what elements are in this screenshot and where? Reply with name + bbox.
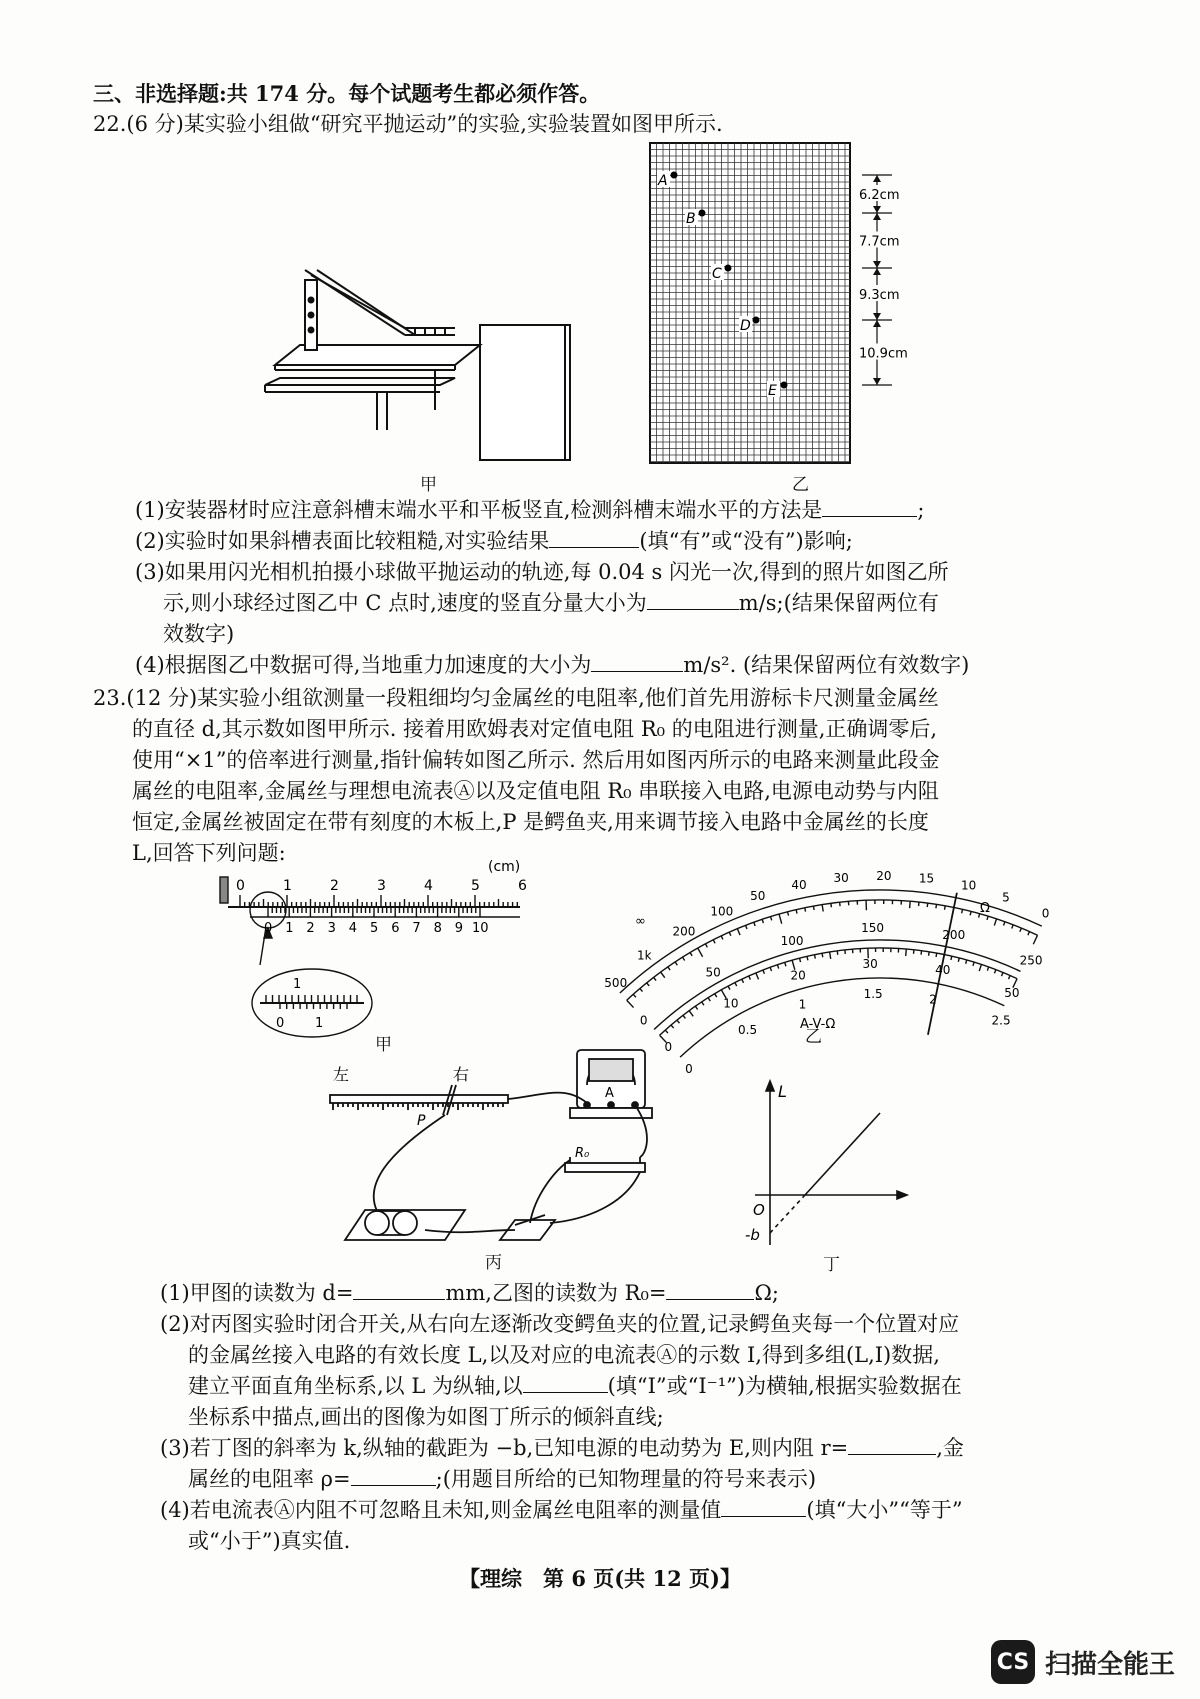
q23-line-graph-figure <box>745 1075 915 1255</box>
meter-ohm-tick: 10 <box>961 878 977 893</box>
caliper-vernier-tick: 2 <box>306 921 315 936</box>
circuit-left-label: 左 <box>333 1065 350 1084</box>
meter-ac-tick: 2.5 <box>991 1013 1011 1028</box>
q22-part4-blank[interactable] <box>591 651 683 672</box>
q23-part1-blank-d[interactable] <box>353 1279 445 1300</box>
caliper-vernier-tick: 0 <box>264 921 273 936</box>
q22-stem: 22.(6 分)某实验小组做“研究平抛运动”的实验,实验装置如图甲所示. <box>93 112 723 136</box>
q23-fig-jia-caption: 甲 <box>375 1035 392 1055</box>
caliper-vernier-tick: 5 <box>370 921 379 936</box>
meter-ohm-tick: 15 <box>918 871 935 886</box>
q22-part3-line3: 效数字) <box>163 622 235 646</box>
caliper-main-tick: 5 <box>471 878 480 894</box>
point-label: E <box>768 383 777 399</box>
q22-part2-end: (填“有”或“没有”)影响; <box>639 529 853 553</box>
meter-dc-a-tick: 0 <box>639 1013 648 1028</box>
page-footer: 【理综 第 6 页(共 12 页)】 <box>459 1566 741 1591</box>
caliper-vernier-tick: 10 <box>472 921 489 936</box>
meter-ac-tick: 1 <box>798 997 807 1012</box>
meter-dc-b-tick: 10 <box>723 996 739 1011</box>
q23-multimeter-figure <box>604 850 1050 1076</box>
q22-part3-line2 <box>163 588 939 619</box>
caliper-vernier-tick: 9 <box>454 921 464 936</box>
q22-grid-figure <box>650 143 910 463</box>
q23-stem-line3: 使用“×1”的倍率进行测量,指针偏转如图乙所示. 然后用如图丙所示的电路来测量此段金 <box>132 748 940 772</box>
interval-label: 7.7cm <box>859 234 900 250</box>
meter-ohm-tick: 100 <box>710 904 734 919</box>
meter-dc-a-tick: 250 <box>1019 953 1043 968</box>
meter-dc-a-tick: 100 <box>780 933 804 948</box>
q22-part3-text: 示,则小球经过图乙中 C 点时,速度的竖直分量大小为 <box>163 591 647 615</box>
q22-part4-end: m/s². (结果保留两位有效数字) <box>683 653 970 677</box>
q23-part4-blank[interactable] <box>721 1496 806 1517</box>
caliper-vernier-tick: 1 <box>285 921 294 936</box>
q23-part3-end: ,金 <box>936 1436 964 1460</box>
meter-dc-a-tick: 200 <box>942 927 966 942</box>
trajectory-point <box>753 317 760 324</box>
q23-part4-text: (4)若电流表Ⓐ内阻不可忽略且未知,则金属丝电阻率的测量值 <box>160 1498 722 1522</box>
q22-part3-blank[interactable] <box>647 589 739 610</box>
meter-ac-tick: 1.5 <box>863 987 883 1002</box>
caliper-vernier-tick: 3 <box>327 921 336 936</box>
q23-part2-blank[interactable] <box>523 1372 608 1393</box>
caliper-main-tick: 6 <box>518 878 527 894</box>
caliper-zoom-bottom: 1 <box>315 1016 324 1031</box>
q22-apparatus-figure <box>265 270 595 460</box>
q22-part3-end: m/s;(结果保留两位有 <box>738 591 939 615</box>
q23-part2-line1: (2)对丙图实验时闭合开关,从右向左逐渐改变鳄鱼夹的位置,记录鳄鱼夹每一个位置对应 <box>160 1312 960 1336</box>
q22-part4-text: (4)根据图乙中数据可得,当地重力加速度的大小为 <box>135 653 592 677</box>
meter-label: A-V-Ω <box>800 1017 836 1032</box>
graph-intercept-label: -b <box>745 1226 760 1244</box>
interval-label: 6.2cm <box>859 188 900 203</box>
point-label: A <box>658 173 668 189</box>
meter-dc-b-tick: 0 <box>664 1039 673 1054</box>
grid-lines <box>650 143 850 463</box>
caliper-main-tick: 1 <box>283 878 292 894</box>
caliper-vernier-tick: 6 <box>391 921 400 936</box>
q23-part4-line2: 或“小于”)真实值. <box>188 1529 351 1553</box>
meter-infinity-symbol: ∞ <box>635 914 646 929</box>
q23-stem-line1: 23.(12 分)某实验小组欲测量一段粗细均匀金属丝的电阻率,他们首先用游标卡尺测量金属丝 <box>93 686 939 710</box>
meter-ohm-tick: 40 <box>791 877 807 892</box>
trajectory-point <box>725 265 732 272</box>
q23-part3-text2: 属丝的电阻率 ρ= <box>188 1467 351 1491</box>
q22-part1 <box>135 495 925 526</box>
q23-part1-mid: mm,乙图的读数为 R₀= <box>445 1281 667 1305</box>
q23-fig-ding-caption: 丁 <box>823 1255 840 1275</box>
point-label: C <box>712 266 722 282</box>
q23-stem-line5: 恒定,金属丝被固定在带有刻度的木板上,P 是鳄鱼夹,用来调节接入电路中金属丝的长度 <box>132 810 929 834</box>
caliper-main-tick: 4 <box>424 878 433 894</box>
meter-ohm-tick: 20 <box>876 869 892 884</box>
q23-part4-end: (填“大小”“等于” <box>806 1498 963 1522</box>
caliper-zoom-top: 1 <box>293 977 302 992</box>
q22-part2-text: (2)实验时如果斜槽表面比较粗糙,对实验结果 <box>135 529 550 553</box>
circuit-resistor-label: R₀ <box>575 1146 590 1161</box>
meter-ohm-tick: 0 <box>1041 906 1050 921</box>
section-heading: 三、非选择题:共 174 分。每个试题考生都必须作答。 <box>93 81 601 106</box>
meter-dc-b-tick: 40 <box>935 963 951 978</box>
q22-part1-text: (1)安装器材时应注意斜槽末端水平和平板竖直,检测斜槽末端水平的方法是 <box>135 498 823 522</box>
trajectory-point <box>699 210 706 217</box>
caliper-vernier-tick: 7 <box>412 921 421 936</box>
interval-label: 10.9cm <box>859 346 908 362</box>
q22-part2 <box>135 526 853 557</box>
q22-part2-blank[interactable] <box>549 527 639 548</box>
meter-ohm-tick: 50 <box>750 888 766 903</box>
q23-part1-text: (1)甲图的读数为 d= <box>160 1281 354 1305</box>
caliper-main-tick: 2 <box>330 878 339 894</box>
meter-dc-b-tick: 30 <box>862 957 878 972</box>
point-label: D <box>740 318 751 334</box>
caliper-main-tick: 0 <box>236 878 245 894</box>
q23-stem-line4: 属丝的电阻率,金属丝与理想电流表Ⓐ以及定值电阻 R₀ 串联接入电路,电源电动势与内阻 <box>132 779 939 803</box>
meter-ohm-tick: 30 <box>833 871 849 886</box>
q23-part3-text: (3)若丁图的斜率为 k,纵轴的截距为 −b,已知电源的电动势为 E,则内阻 r= <box>160 1436 849 1460</box>
graph-origin-label: O <box>753 1201 765 1219</box>
meter-dc-a-tick: 50 <box>705 965 721 980</box>
q23-part3-blank-rho[interactable] <box>351 1465 436 1486</box>
q23-part1-blank-r0[interactable] <box>666 1279 754 1300</box>
q23-part4-line1 <box>160 1495 963 1526</box>
q23-caliper-figure <box>220 855 540 1035</box>
scanner-name: 扫描全能王 <box>1044 1649 1175 1680</box>
caliper-vernier-tick: 8 <box>433 921 442 936</box>
q22-fig-yi-caption: 乙 <box>792 475 809 495</box>
meter-dc-b-tick: 50 <box>1004 986 1020 1001</box>
q22-part1-blank[interactable] <box>822 496 917 517</box>
meter-ohm-tick: 200 <box>672 924 696 939</box>
graph-y-axis-label: L <box>778 1082 787 1101</box>
scanner-logo-icon: CS <box>991 1640 1035 1684</box>
meter-ac-tick: 2 <box>929 992 937 1007</box>
q22-part3-line1: (3)如果用闪光相机拍摄小球做平抛运动的轨迹,每 0.04 s 闪光一次,得到的照片如图乙所 <box>135 560 949 584</box>
q23-circuit-figure <box>325 1045 665 1250</box>
q23-part1 <box>160 1278 779 1309</box>
q22-fig-jia-caption: 甲 <box>420 475 437 495</box>
circuit-ammeter-label: A <box>605 1086 614 1101</box>
caliper-vernier-tick: 4 <box>348 921 358 936</box>
circuit-right-label: 右 <box>453 1065 470 1084</box>
meter-dc-a-tick: 150 <box>861 921 885 936</box>
q23-stem-line2: 的直径 d,其示数如图甲所示. 接着用欧姆表对定值电阻 R₀ 的电阻进行测量,正确调零后, <box>132 717 938 741</box>
meter-ac-tick: 0 <box>685 1061 693 1076</box>
meter-ohm-tick: 5 <box>1002 890 1010 905</box>
q23-part3-line1 <box>160 1433 964 1464</box>
q23-stem-line6: L,回答下列问题: <box>132 841 286 865</box>
q23-part2-text: 建立平面直角坐标系,以 L 为纵轴,以 <box>188 1374 523 1398</box>
scanner-watermark <box>991 1640 1175 1684</box>
q22-part4 <box>135 650 969 681</box>
point-label: B <box>686 211 696 227</box>
caliper-zoom-bottom: 0 <box>276 1016 285 1031</box>
trajectory-point <box>781 382 788 389</box>
q23-part2-end: (填“I”或“I⁻¹”)为横轴,根据实验数据在 <box>607 1374 962 1398</box>
meter-ohm-symbol: Ω <box>980 901 990 916</box>
interval-label: 9.3cm <box>859 288 900 303</box>
q23-part3-line2 <box>188 1464 816 1495</box>
meter-ohm-tick: 1k <box>636 948 652 963</box>
caliper-unit: (cm) <box>488 859 521 875</box>
q22-part1-end: ; <box>917 498 925 522</box>
meter-ac-tick: 0.5 <box>738 1022 758 1037</box>
meter-ohm-tick: 500 <box>604 975 628 990</box>
q23-part2-line4: 坐标系中描点,画出的图像为如图丁所示的倾斜直线; <box>188 1405 664 1429</box>
q23-part3-end2: ;(用题目所给的已知物理量的符号来表示) <box>435 1467 817 1491</box>
meter-dc-b-tick: 20 <box>790 968 806 983</box>
q23-part3-blank-r[interactable] <box>848 1434 936 1455</box>
q23-fig-yi-caption: 乙 <box>805 1027 822 1047</box>
caliper-main-tick: 3 <box>377 878 386 894</box>
circuit-clip-label: P <box>417 1113 426 1129</box>
q23-part2-line3 <box>188 1371 962 1402</box>
q23-fig-bing-caption: 丙 <box>485 1253 502 1273</box>
q23-part1-end: Ω; <box>754 1281 779 1305</box>
q23-part2-line2: 的金属丝接入电路的有效长度 L,以及对应的电流表Ⓐ的示数 I,得到多组(L,I)数据, <box>188 1343 940 1367</box>
trajectory-point <box>671 172 678 179</box>
